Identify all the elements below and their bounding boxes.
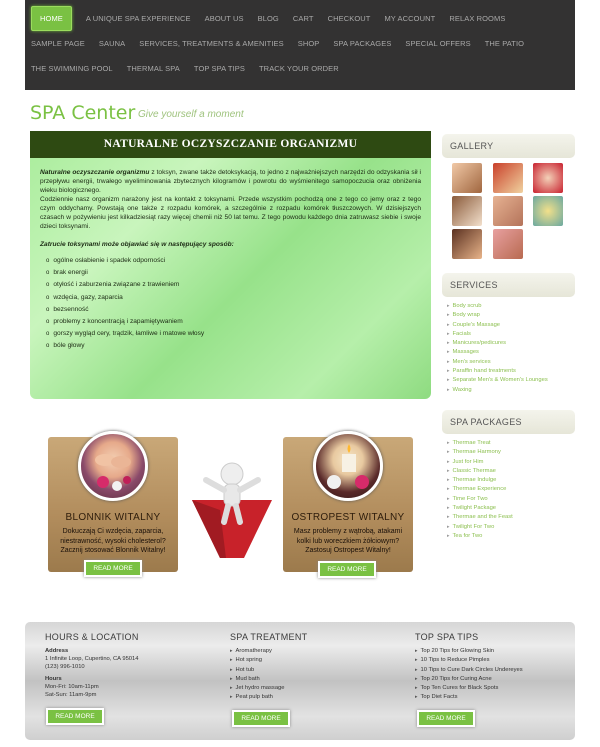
tip-link[interactable]: ▸ Top Diet Facts <box>415 693 523 702</box>
nav-row-3 <box>31 56 569 81</box>
list-item: o brak energii <box>46 267 421 279</box>
nav-item-services[interactable]: SERVICES, TREATMENTS & AMENITIES <box>139 39 284 48</box>
address-value: 1 Infinite Loop, Cupertino, CA 95014 <box>45 656 139 663</box>
service-link[interactable]: ▸ Manicures/pedicures <box>447 339 548 348</box>
phone-value: (123) 996-1010 <box>45 664 85 671</box>
package-link[interactable]: ▸ Time For Two <box>447 495 513 504</box>
service-link[interactable]: ▸ Facials <box>447 330 548 339</box>
gallery-thumbnail[interactable] <box>452 196 482 226</box>
tip-link[interactable]: ▸ 10 Tips to Reduce Pimples <box>415 656 523 665</box>
nav-item-spa-packages[interactable]: SPA PACKAGES <box>333 39 392 48</box>
gallery-thumbnail[interactable] <box>493 196 523 226</box>
article-heading: NATURALNE OCZYSZCZANIE ORGANIZMU <box>30 131 431 158</box>
service-link[interactable]: ▸ Massages <box>447 348 548 357</box>
nav-item-unique-spa-experience[interactable]: A UNIQUE SPA EXPERIENCE <box>85 14 191 23</box>
nav-item-top-spa-tips[interactable]: TOP SPA TIPS <box>193 64 245 73</box>
list-item: o bezsenność <box>46 304 421 316</box>
footer-hours-column <box>45 632 139 699</box>
treatment-link[interactable]: ▸ Aromatherapy <box>230 647 307 656</box>
service-link[interactable]: ▸ Body wrap <box>447 311 548 320</box>
tips-list <box>415 647 523 703</box>
nav-item-relax-rooms[interactable]: RELAX ROOMS <box>449 14 506 23</box>
treatment-link[interactable]: ▸ Hot tub <box>230 666 307 675</box>
promo-title: BLONNIK WITALNY <box>65 512 161 523</box>
nav-item-the-patio[interactable]: THE PATIO <box>484 39 525 48</box>
package-link[interactable]: ▸ Thermae Indulge <box>447 476 513 485</box>
read-more-button[interactable]: READ MORE <box>318 561 376 578</box>
service-link[interactable]: ▸ Separate Men's & Women's Lounges <box>447 376 548 385</box>
treatment-list <box>230 647 307 703</box>
article-lead: Naturalne oczyszczanie organizmu <box>40 169 150 176</box>
package-link[interactable]: ▸ Thermae Treat <box>447 439 513 448</box>
promo-title: OSTROPEST WITALNY <box>291 512 405 523</box>
treatment-link[interactable]: ▸ Peat pulp bath <box>230 693 307 702</box>
footer-tips-heading: TOP SPA TIPS <box>415 632 479 642</box>
nav-item-cart[interactable]: CART <box>292 14 314 23</box>
tip-link[interactable]: ▸ Top Ten Cures for Black Spots <box>415 684 523 693</box>
article-paragraph-1-text: z toksyn, zwane także detoksykacją, to jedno z najważniejszych narzędzi do odzyskania sił i przepływu energii, trwałego wyeliminowania zbytecznych kilogramów i powrotu do wyśmienitego samopoczucia oraz obniżenia wieku biologicznego. <box>40 169 421 194</box>
tip-link[interactable]: ▸ Top 20 Tips for Glowing Skin <box>415 647 523 656</box>
gallery-thumbnail[interactable] <box>452 163 482 193</box>
package-link[interactable]: ▸ Thermae Harmony <box>447 448 513 457</box>
nav-item-home[interactable]: HOME <box>31 6 72 31</box>
article-paragraph-1 <box>40 168 421 195</box>
services-list <box>447 302 548 395</box>
package-link[interactable]: ▸ Thermae Experience <box>447 485 513 494</box>
footer-treatment-heading: SPA TREATMENT <box>230 632 308 642</box>
gallery-thumbnail[interactable] <box>493 229 523 259</box>
tip-link[interactable]: ▸ Top 20 Tips for Curing Acne <box>415 675 523 684</box>
candles-spa-image <box>313 431 383 501</box>
symptom-list <box>40 255 421 353</box>
treatment-link[interactable]: ▸ Jet hydro massage <box>230 684 307 693</box>
package-link[interactable]: ▸ Twilight Package <box>447 504 513 513</box>
article-subheading: Zatrucie toksynami może objawiać się w następujący sposób: <box>40 241 234 248</box>
candle-icon <box>316 434 380 498</box>
package-link[interactable]: ▸ Twilight For Two <box>447 523 513 532</box>
service-link[interactable]: ▸ Waxing <box>447 386 548 395</box>
article-body <box>30 158 431 353</box>
treatment-link[interactable]: ▸ Hot spring <box>230 656 307 665</box>
nav-item-special-offers[interactable]: SPECIAL OFFERS <box>405 39 471 48</box>
figure-on-carpet-image <box>186 460 278 560</box>
treatment-link[interactable]: ▸ Mud bath <box>230 675 307 684</box>
nav-item-sample-page[interactable]: SAMPLE PAGE <box>31 39 85 48</box>
address-label: Address <box>45 648 69 654</box>
list-item: o gorszy wygląd cery, trądzik, łamliwe i matowe włosy <box>46 328 421 340</box>
service-link[interactable]: ▸ Couple's Massage <box>447 321 548 330</box>
weekday-hours: Mon-Fri: 10am-11pm <box>45 683 99 690</box>
footer-treatment-column <box>230 632 307 703</box>
tip-link[interactable]: ▸ 10 Tips to Cure Dark Circles Undereyes <box>415 666 523 675</box>
nav-item-my-account[interactable]: MY ACCOUNT <box>384 14 436 23</box>
weekend-hours: Sat-Sun: 11am-9pm <box>45 692 97 699</box>
services-heading: SERVICES <box>442 273 575 297</box>
footer-tips-column <box>415 632 523 703</box>
hours-label: Hours <box>45 675 62 682</box>
package-link[interactable]: ▸ Tea for Two <box>447 532 513 541</box>
service-link[interactable]: ▸ Men's services <box>447 358 548 367</box>
service-link[interactable]: ▸ Paraffin hand treatments <box>447 367 548 376</box>
list-item: o bóle głowy <box>46 340 421 352</box>
gallery-thumbnail[interactable] <box>493 163 523 193</box>
nav-item-about-us[interactable]: ABOUT US <box>204 14 244 23</box>
article-paragraph-2: Codziennie nasz organizm narażony jest na kontakt z toksynami. Przede wszystkim pochodzą one z tego co jemy oraz z tego czym oddychamy. Powstają one także z rozpadu komórek, a szczególnie z rozpadu komórek tłuszczowych. W dzisiejszych czasach w pożywieniu jest kilkadziesiąt razy więcej chemii niż 50 lat temu. Z tego powodu każdego dnia zatruwasz siebie i swoje dzieci toksynami. <box>40 196 421 230</box>
promo-card-blonnik <box>48 437 178 572</box>
list-item: o otyłość i zaburzenia związane z trawieniem <box>46 279 421 291</box>
read-more-button[interactable]: READ MORE <box>232 710 290 727</box>
nav-item-swimming-pool[interactable]: THE SWIMMING POOL <box>31 64 113 73</box>
nav-item-blog[interactable]: BLOG <box>257 14 279 23</box>
nav-row-2 <box>31 31 569 56</box>
read-more-button[interactable]: READ MORE <box>84 560 142 577</box>
nav-row-1 <box>31 6 569 31</box>
service-link[interactable]: ▸ Body scrub <box>447 302 548 311</box>
list-item: o ogólne osłabienie i spadek odporności <box>46 255 421 267</box>
nav-item-shop[interactable]: SHOP <box>297 39 320 48</box>
gallery-heading: GALLERY <box>442 134 575 158</box>
list-item: o wzdęcia, gazy, zaparcia <box>46 292 421 304</box>
gallery-thumbnail[interactable] <box>533 163 563 193</box>
promo-card-ostropest <box>283 437 413 572</box>
nav-item-track-order[interactable]: TRACK YOUR ORDER <box>259 64 339 73</box>
feet-icon <box>81 434 145 498</box>
feet-spa-image <box>78 431 148 501</box>
main-navigation <box>25 0 575 90</box>
spa-packages-heading: SPA PACKAGES <box>442 410 575 434</box>
nav-item-checkout[interactable]: CHECKOUT <box>327 14 371 23</box>
promo-description: Dokuczają Ci wzdęcia, zaparcia, niestrawność, wysoki cholesterol? Zacznij stosować Blonnik Witalny! <box>60 528 166 554</box>
read-more-button[interactable]: READ MORE <box>417 710 475 727</box>
footer <box>25 622 575 740</box>
list-item: o problemy z koncentracją i zapamiętywaniem <box>46 316 421 328</box>
nav-item-thermal-spa[interactable]: THERMAL SPA <box>126 64 180 73</box>
packages-list <box>447 439 513 541</box>
package-link[interactable]: ▸ Classic Thermae <box>447 467 513 476</box>
article-panel <box>30 131 431 399</box>
footer-hours-text <box>45 647 139 699</box>
site-tagline: Give yourself a moment <box>138 109 244 120</box>
read-more-button[interactable]: READ MORE <box>46 708 104 725</box>
site-title[interactable]: SPA Center <box>30 102 136 124</box>
gallery-thumbnail[interactable] <box>533 196 563 226</box>
nav-item-sauna[interactable]: SAUNA <box>98 39 126 48</box>
package-link[interactable]: ▸ Thermae and the Feast <box>447 513 513 522</box>
gallery-thumbnail[interactable] <box>452 229 482 259</box>
footer-hours-heading: HOURS & LOCATION <box>45 632 139 642</box>
package-link[interactable]: ▸ Just for Him <box>447 458 513 467</box>
promo-description: Masz problemy z wątrobą, atakami kolki lub woreczkiem żółciowym? Zastosuj Ostropest Witalny! <box>293 528 403 554</box>
